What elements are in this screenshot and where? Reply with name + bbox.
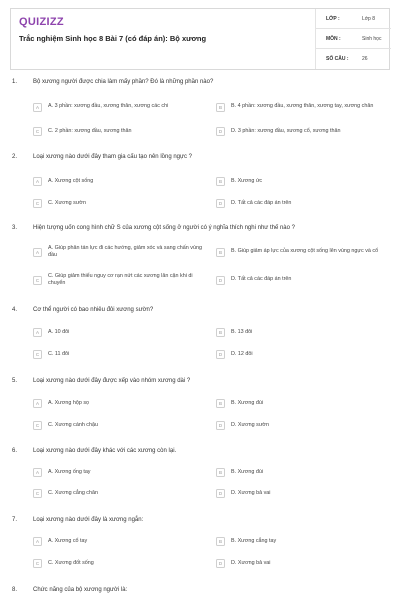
option-letter-box: B [216, 103, 225, 112]
meta-label: MÔN : [326, 35, 341, 42]
option-text: A. 10 đôi [48, 328, 70, 335]
meta-value: Lớp 8 [362, 15, 376, 22]
option-text: B. Giúp giảm áp lực của xương cột sống lên vùng ngực và cổ [231, 248, 379, 255]
option-text: B. Xương đùi [231, 399, 264, 406]
question-text: Loại xương nào dưới đây được xếp vào nhóm xương dài ? [33, 378, 191, 384]
option-text: A. Xương cổ tay [48, 537, 88, 544]
option-text: D. Tất cả các đáp án trên [231, 199, 292, 206]
meta-row-subject [316, 29, 391, 49]
option-letter-box: A [33, 177, 42, 186]
option-letter-box: B [216, 468, 225, 477]
question-number: 2. [12, 154, 18, 160]
option-letter-box: A [33, 468, 42, 477]
option-letter-box: B [216, 177, 225, 186]
question-text: Loại xương nào dưới đây tham gia cấu tạo nên lồng ngực ? [33, 154, 193, 160]
option-d[interactable] [216, 556, 386, 571]
option-c[interactable] [33, 556, 203, 571]
option-text: A. Xương cột sống [48, 177, 94, 184]
option-letter-box: D [216, 276, 225, 285]
option-c[interactable] [33, 124, 203, 139]
option-b[interactable] [216, 97, 386, 117]
option-a[interactable] [33, 174, 203, 189]
option-text: A. 3 phần: xương đầu, xương thân, xương các chi [48, 103, 169, 110]
option-letter-box: C [33, 489, 42, 498]
option-text: A. Xương hộp sọ [48, 399, 90, 406]
option-b[interactable] [216, 396, 386, 411]
option-a[interactable] [33, 396, 203, 411]
option-c[interactable] [33, 486, 203, 501]
option-d[interactable] [216, 347, 386, 362]
question-text: Loại xương nào dưới đây khác với các xương còn lại. [33, 448, 177, 454]
option-letter-box: D [216, 489, 225, 498]
meta-label: SỐ CÂU : [326, 56, 349, 62]
option-text: D. 12 đôi [231, 350, 253, 357]
option-text: A. Xương ống tay [48, 468, 91, 475]
option-letter-box: D [216, 559, 225, 568]
option-text: C. 2 phần: xương đầu, xương thân [48, 127, 132, 134]
option-a[interactable] [33, 325, 203, 340]
option-c[interactable] [33, 196, 203, 211]
option-b[interactable] [216, 174, 386, 189]
option-letter-box: C [33, 421, 42, 430]
option-text: B. 13 đôi [231, 328, 253, 335]
option-text: D. Xương bả vai [231, 489, 271, 496]
option-c[interactable] [33, 347, 203, 362]
option-a[interactable] [33, 465, 203, 480]
meta-label: LỚP : [326, 15, 340, 22]
question-number: 1. [12, 79, 18, 85]
option-text: C. Xương cẳng chân [48, 489, 98, 496]
option-d[interactable] [216, 196, 386, 211]
option-letter-box: C [33, 199, 42, 208]
option-text: B. Xương ức [231, 177, 263, 184]
option-text: D. Xương sườn [231, 421, 269, 428]
quizizz-logo: QUIZIZZ [19, 16, 64, 28]
option-letter-box: D [216, 421, 225, 430]
question-text: Loại xương nào dưới đây là xương ngắn: [33, 517, 144, 523]
option-letter-box: D [216, 127, 225, 136]
option-text: B. Xương cẳng tay [231, 537, 277, 544]
option-letter-box: C [33, 350, 42, 359]
option-a[interactable] [33, 97, 203, 117]
question-number: 5. [12, 378, 18, 384]
option-letter-box: C [33, 276, 42, 285]
meta-value: 26 [362, 56, 368, 62]
worksheet-header [10, 8, 390, 70]
question-number: 7. [12, 517, 18, 523]
option-letter-box: B [216, 537, 225, 546]
meta-value: Sinh học [362, 35, 382, 42]
meta-table [315, 9, 391, 69]
question-number: 6. [12, 448, 18, 454]
option-text: C. Giúp giảm thiểu nguy cơ rạn nứt các xương lân cận khi di chuyển [48, 272, 193, 286]
option-letter-box: C [33, 559, 42, 568]
question-text: Hiện tượng uốn cong hình chữ S của xương cột sống ở người có ý nghĩa thích nghi như thế nào ? [33, 225, 295, 231]
option-text: A. Giúp phân tán lực đi các hướng, giảm xóc và sang chấn vùng đầu [48, 244, 202, 258]
option-text: D. Xương bả vai [231, 559, 271, 566]
option-d[interactable] [216, 486, 386, 501]
question-number: 3. [12, 225, 18, 231]
option-a[interactable] [33, 242, 203, 262]
option-d[interactable] [216, 270, 386, 290]
option-letter-box: A [33, 537, 42, 546]
option-c[interactable] [33, 270, 203, 290]
question-number: 4. [12, 307, 18, 313]
option-b[interactable] [216, 465, 386, 480]
option-letter-box: A [33, 399, 42, 408]
option-letter-box: C [33, 127, 42, 136]
option-b[interactable] [216, 242, 386, 262]
option-text: D. Tất cả các đáp án trên [231, 276, 292, 283]
option-letter-box: A [33, 248, 42, 257]
option-text: C. Xương cánh chậu [48, 421, 98, 428]
question-text: Chức năng của bộ xương người là: [33, 587, 128, 593]
option-letter-box: A [33, 328, 42, 337]
option-letter-box: D [216, 350, 225, 359]
option-letter-box: B [216, 248, 225, 257]
option-text: C. Xương đốt sống [48, 559, 94, 566]
worksheet-title: Trắc nghiệm Sinh học 8 Bài 7 (có đáp án): Bộ xương [19, 34, 207, 43]
option-a[interactable] [33, 534, 203, 549]
option-text: B. 4 phần: xương đầu, xương thân, xương tay, xương chân [231, 103, 374, 110]
option-text: B. Xương đùi [231, 468, 264, 475]
question-text: Cơ thể người có bao nhiêu đôi xương sườn? [33, 307, 154, 313]
option-letter-box: A [33, 103, 42, 112]
option-letter-box: B [216, 328, 225, 337]
option-b[interactable] [216, 325, 386, 340]
option-letter-box: B [216, 399, 225, 408]
option-text: C. 11 đôi [48, 350, 70, 357]
option-d[interactable] [216, 418, 386, 433]
option-c[interactable] [33, 418, 203, 433]
question-number: 8. [12, 587, 18, 593]
option-letter-box: D [216, 199, 225, 208]
meta-row-grade [316, 9, 391, 29]
option-d[interactable] [216, 124, 386, 139]
option-text: C. Xương sườn [48, 199, 86, 206]
option-text: D. 3 phần: xương đầu, xương cổ, xương thân [231, 127, 341, 134]
option-b[interactable] [216, 534, 386, 549]
meta-row-count [316, 49, 391, 69]
question-text: Bộ xương người được chia làm mấy phần? Đó là những phần nào? [33, 79, 214, 85]
